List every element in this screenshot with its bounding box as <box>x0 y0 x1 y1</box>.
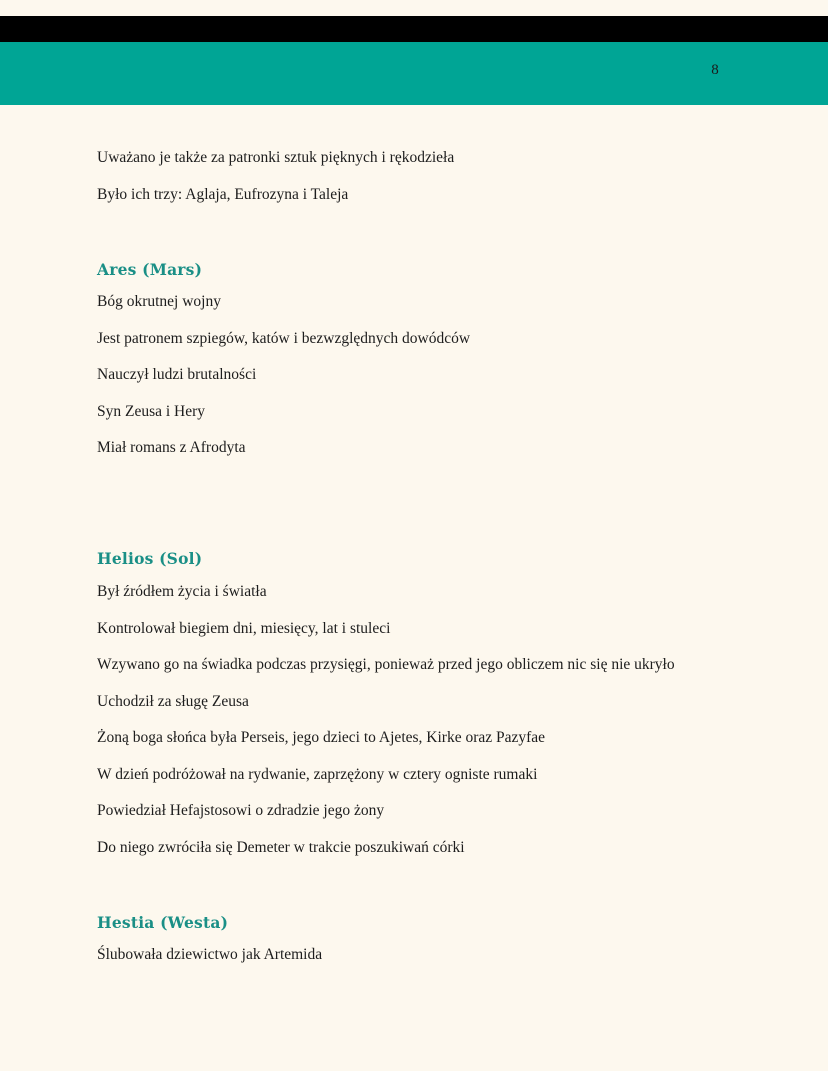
section-line: Bóg okrutnej wojny <box>97 293 221 310</box>
section-line: Wzywano go na świadka podczas przysięgi, ponieważ przed jego obliczem nic się nie ukryło <box>97 656 675 673</box>
section-heading-ares: Ares (Mars) <box>97 260 203 279</box>
section-line: Żoną boga słońca była Perseis, jego dzieci to Ajetes, Kirke oraz Pazyfae <box>97 729 546 746</box>
section-line: Jest patronem szpiegów, katów i bezwzględnych dowódców <box>97 330 471 347</box>
intro-line: Było ich trzy: Aglaja, Eufrozyna i Taleja <box>97 186 349 203</box>
section-line: Uchodził za sługę Zeusa <box>97 693 249 710</box>
section-line: Do niego zwróciła się Demeter w trakcie poszukiwań córki <box>97 839 465 856</box>
top-black-bar <box>0 16 828 42</box>
section-line: Powiedział Hefajstosowi o zdradzie jego żony <box>97 802 385 819</box>
page-number: 8 <box>711 62 719 78</box>
section-line: W dzień podróżował na rydwanie, zaprzężony w cztery ogniste rumaki <box>97 766 538 783</box>
section-line: Nauczył ludzi brutalności <box>97 366 257 383</box>
section-line: Ślubowała dziewictwo jak Artemida <box>97 946 323 963</box>
intro-line: Uważano je także za patronki sztuk pięknych i rękodzieła <box>97 149 455 166</box>
section-heading-helios: Helios (Sol) <box>97 549 203 568</box>
section-line: Miał romans z Afrodyta <box>97 439 246 456</box>
section-line: Był źródłem życia i światła <box>97 583 267 600</box>
section-heading-hestia: Hestia (Westa) <box>97 913 229 932</box>
section-line: Kontrolował biegiem dni, miesięcy, lat i stuleci <box>97 620 391 637</box>
section-line: Syn Zeusa i Hery <box>97 403 206 420</box>
